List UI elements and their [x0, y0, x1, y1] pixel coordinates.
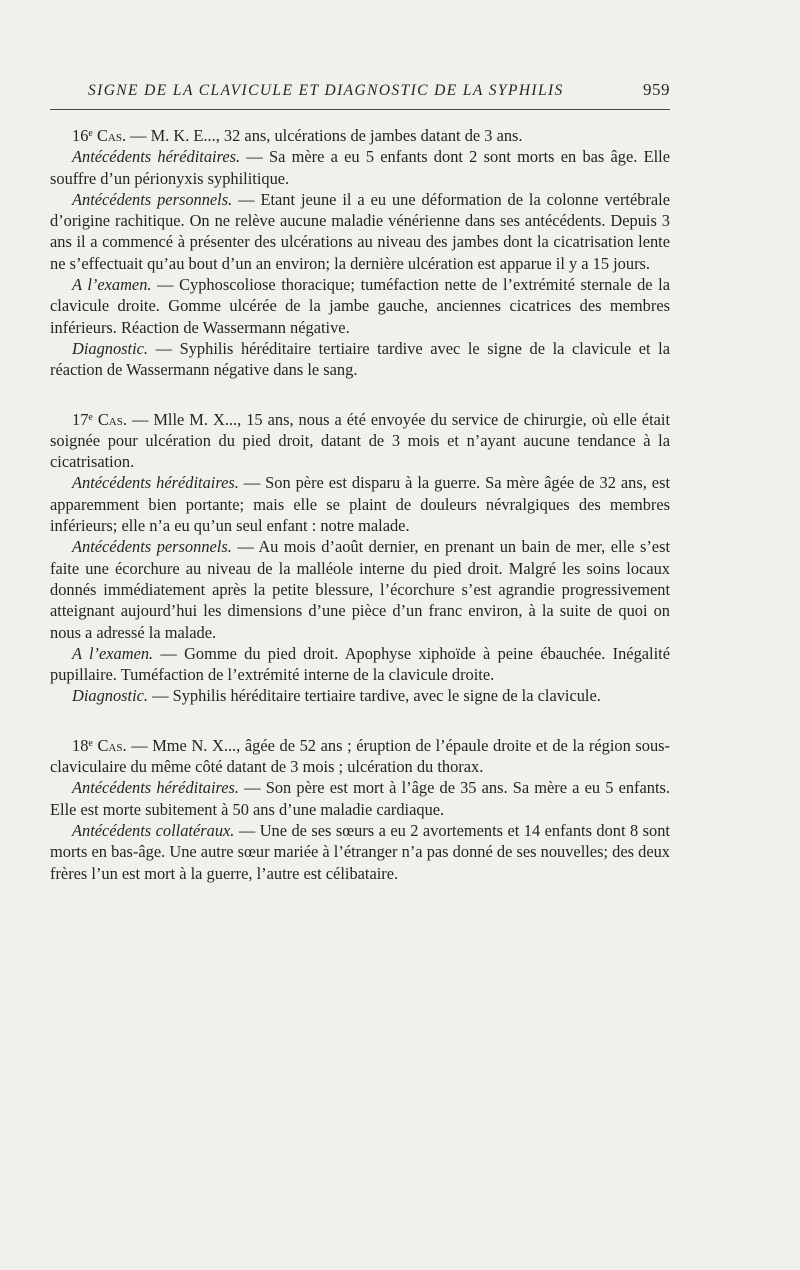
section-heading: Antécédents personnels. — [72, 189, 233, 209]
section-text: — Son père est mort à l’âge de 35 ans. Sa mère a eu 5 enfants. Elle est morte subitement à 50 ans d’une maladie cardiaque. — [50, 778, 670, 819]
section-paragraph — [50, 643, 670, 686]
header-rule — [50, 109, 670, 110]
case-number: 17 — [72, 409, 89, 429]
section-text: — Au mois d’août dernier, en prenant un bain de mer, elle s’est faite une écorchure au niveau de la malléole interne du pied droit. Malgré les soins locaux donnés immédiatement après la petite blessure, l’écorchure s’est agrandie progressivement atteignant aujourd’hui les dimensions d’une pièce d’un franc environ, à la suite de quoi on nous a adressé la malade. — [50, 537, 670, 642]
case-16 — [50, 125, 670, 381]
section-paragraph — [50, 536, 670, 642]
page-number: 959 — [643, 80, 670, 99]
section-paragraph — [50, 189, 670, 274]
section-heading: A l’examen. — [72, 643, 154, 663]
section-text: — Son père est disparu à la guerre. Sa mère âgée de 32 ans, est apparemment bien portante; mais elle se plaint de douleurs névralgiques des membres inférieurs; elle n’a eu qu’un seul enfant : notre malade. — [50, 473, 670, 536]
case-intro — [50, 409, 670, 473]
section-text: — Gomme du pied droit. Apophyse xiphoïde à peine ébauchée. Inégalité pupillaire. Tuméfaction de l’extrémité interne de la clavicule droite. — [50, 643, 670, 685]
case-intro-text: — M. K. E..., 32 ans, ulcérations de jambes datant de 3 ans. — [126, 126, 523, 145]
section-text: — Une de ses sœurs a eu 2 avortements et 14 enfants dont 8 sont morts en bas-âge. Une autre sœur mariée à l’étranger n’a pas donné de ses nouvelles; des deux frères l’un est mort à la guerre, l’autre est célibataire. — [50, 820, 670, 883]
section-heading: Antécédents héréditaires. — [72, 473, 239, 493]
case-label: Cas. — [97, 735, 127, 755]
case-number-superscript: e — [88, 411, 93, 423]
section-heading: Antécédents héréditaires. — [72, 778, 240, 798]
case-number-superscript: e — [88, 128, 93, 139]
section-heading: Antécédents personnels. — [72, 537, 232, 557]
case-label: Cas. — [97, 409, 127, 429]
case-number: 16 — [72, 126, 89, 145]
section-paragraph — [50, 777, 670, 820]
case-intro — [50, 125, 670, 146]
section-paragraph — [50, 274, 670, 338]
section-heading: Antécédents collatéraux. — [72, 820, 235, 840]
section-paragraph — [50, 472, 670, 536]
case-number: 18 — [72, 735, 89, 755]
text-body — [50, 125, 670, 912]
case-intro — [50, 735, 670, 778]
section-paragraph — [50, 146, 670, 189]
case-number-superscript: e — [88, 737, 93, 749]
case-17 — [50, 409, 670, 707]
section-heading: Diagnostic. — [72, 338, 149, 358]
case-intro-text: — Mlle M. X..., 15 ans, nous a été envoyée du service de chirurgie, où elle était soignée pour ulcération du pied droit, datant de 3 mois et n’ayant aucune tendance à la cicatrisation. — [50, 409, 671, 472]
section-heading: A l’examen. — [72, 275, 152, 295]
section-heading: Diagnostic. — [72, 686, 149, 706]
case-18 — [50, 735, 670, 884]
case-label: Cas. — [96, 126, 127, 145]
running-title: SIGNE DE LA CLAVICULE ET DIAGNOSTIC DE LA SYPHILIS — [88, 82, 564, 99]
section-text: — Etant jeune il a eu une déformation de la colonne vertébrale d’origine rachitique. On ne relève aucune maladie vénérienne dans ses antécédents. Depuis 3 ans il a commencé à présenter des ulcérations au niveau des jambes dont la cicatrisation lente ne s’effectuait qu’au bout d’un an environ; la dernière ulcération est apparue il y a 15 jours. — [50, 189, 670, 273]
running-head — [50, 82, 670, 106]
section-heading: Antécédents héréditaires. — [72, 147, 241, 167]
section-text: — Cyphoscoliose thoracique; tuméfaction nette de l’extrémité sternale de la clavicule droite. Gomme ulcérée de la jambe gauche, anciennes cicatrices des membres inférieurs. Réaction de Wassermann négative. — [50, 275, 670, 337]
section-text: — Syphilis héréditaire tertiaire tardive avec le signe de la clavicule et la réaction de Wassermann négative dans le sang. — [50, 338, 670, 380]
section-paragraph — [50, 820, 670, 884]
section-paragraph — [50, 685, 670, 706]
section-text: — Syphilis héréditaire tertiaire tardive, avec le signe de la clavicule. — [148, 686, 601, 706]
section-text: — Sa mère a eu 5 enfants dont 2 sont morts en bas âge. Elle souffre d’un périonyxis syphilitique. — [50, 147, 671, 188]
section-paragraph — [50, 338, 670, 381]
case-intro-text: — Mme N. X..., âgée de 52 ans ; éruption de l’épaule droite et de la région sous-claviculaire du même côté datant de 3 mois ; ulcération du thorax. — [50, 735, 671, 777]
